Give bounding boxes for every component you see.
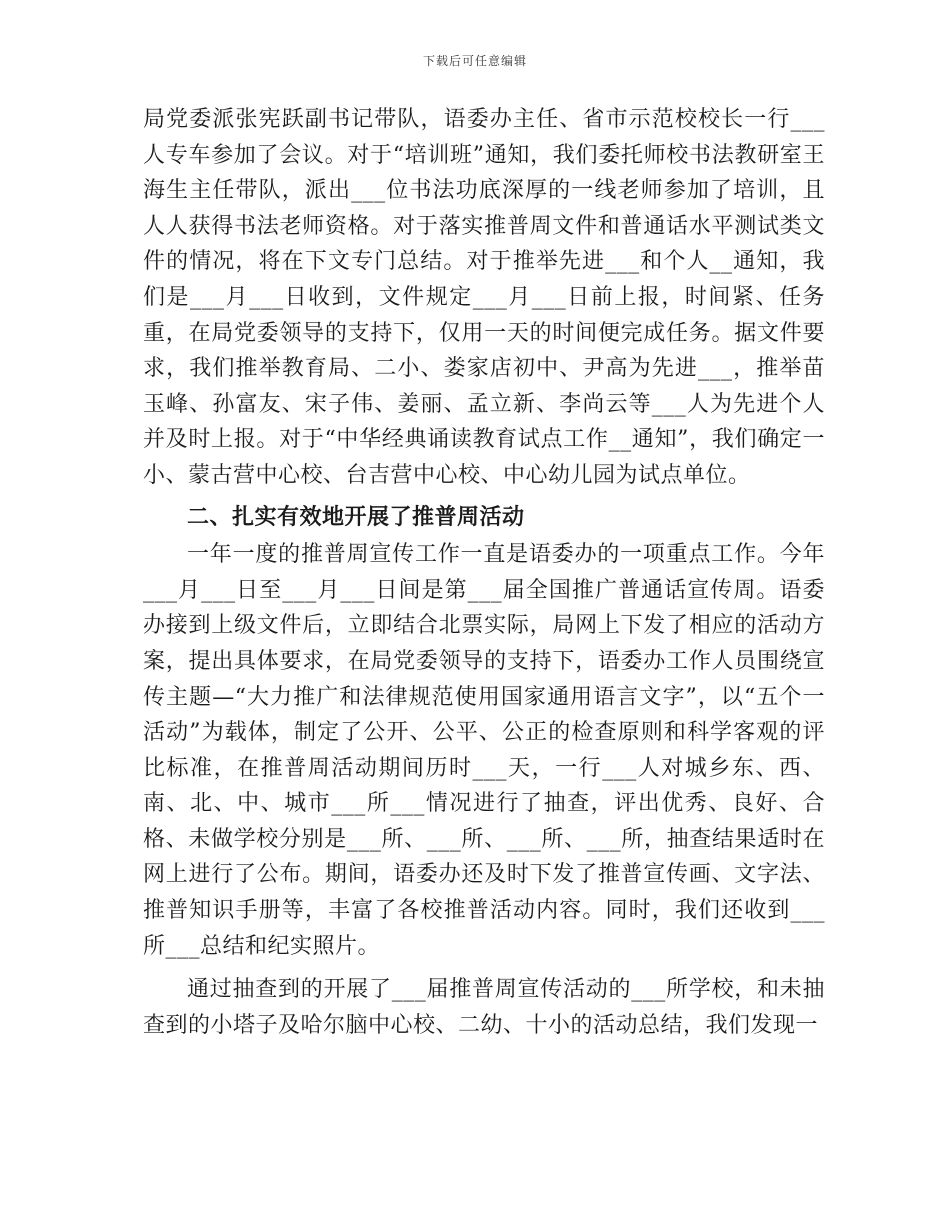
section-heading: 二、扎实有效地开展了推普周活动 [187, 503, 525, 530]
document-body [143, 102, 825, 1043]
paragraph-continuation: 局党委派张宪跃副书记带队，语委办主任、省市示范校校长一行___人专车参加了会议。对于“培训班”通知，我们委托师校书法教研室王海生主任带队，派出___位书法功底深厚的一线老师参加了培训，且人人获得书法老师资格。对于落实推普周文件和普通话水平测试类文件的情况，将在下文专门总结。对于推举先进___和个人__通知，我们是___月___日收到，文件规定___月___日前上报，时间紧、任务重，在局党委领导的支持下，仅用一天的时间便完成任务。据文件要求，我们推举教育局、二小、娄家店初中、尹高为先进___，推举苗玉峰、孙富友、宋子伟、姜丽、孟立新、李尚云等___人为先进个人并及时上报。对于“中华经典诵读教育试点工作__通知”，我们确定一小、蒙古营中心校、台吉营中心校、中心幼儿园为试点单位。 [143, 107, 825, 488]
page-header: 下载后可任意编辑 [422, 54, 527, 68]
paragraph-promotion-week: 一年一度的推普周宣传工作一直是语委办的一项重点工作。今年___月___日至___月___日间是第___届全国推广普通话宣传周。语委办接到上级文件后，立即结合北票实际，局网上下发了相应的活动方案，提出具体要求，在局党委领导的支持下，语委办工作人员围绕宣传主题—“大力推广和法律规范使用国家通用语言文字”，以“五个一活动”为载体，制定了公开、公平、公正的检查原则和科学客观的评比标准，在推普周活动期间历时___天，一行___人对城乡东、西、南、北、中、城市___所___情况进行了抽查，评出优秀、良好、合格、未做学校分别是___所、___所、___所、___所，抽查结果适时在网上进行了公布。期间，语委办还及时下发了推普宣传画、文字法、推普知识手册等，丰富了各校推普活动内容。同时，我们还收到___所___总结和纪实照片。 [143, 542, 825, 959]
paragraph-findings: 通过抽查到的开展了___届推普周宣传活动的___所学校，和未抽查到的小塔子及哈尔脑中心校、二幼、十小的活动总结，我们发现一 [143, 977, 825, 1038]
